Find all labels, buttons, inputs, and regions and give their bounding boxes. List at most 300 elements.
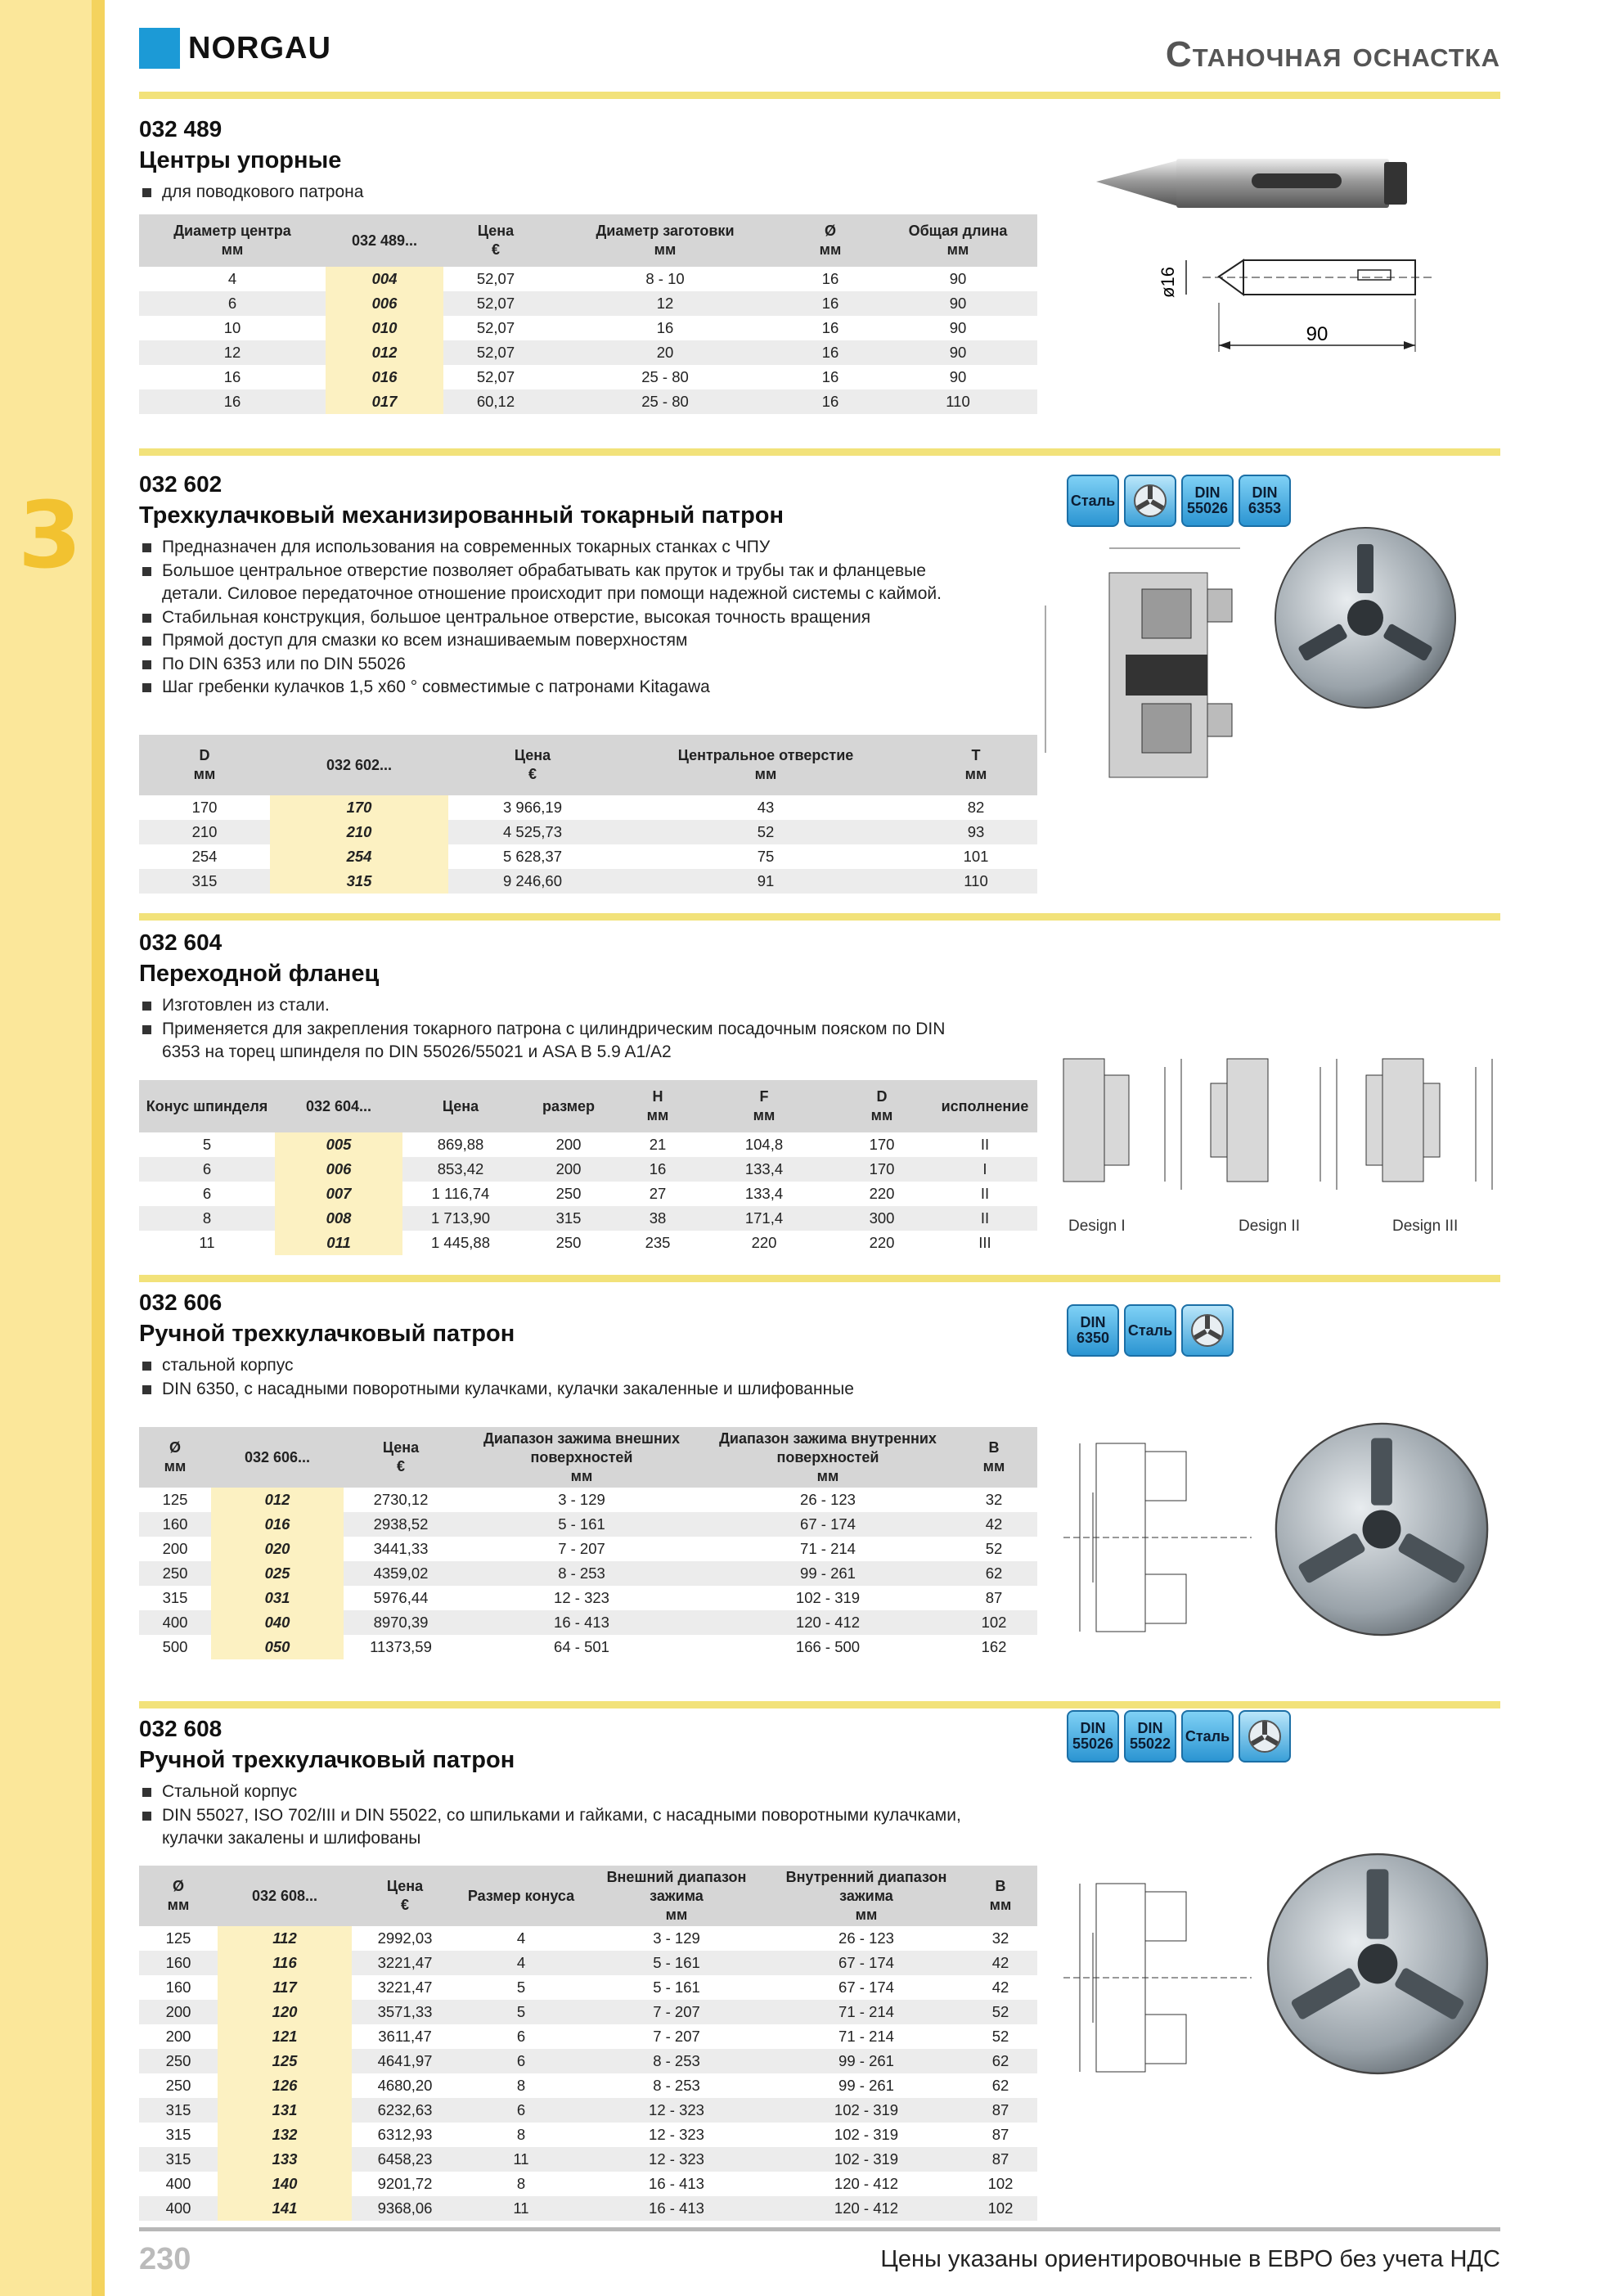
table-cell: 102 - 319 xyxy=(769,2147,964,2172)
article-code-cell: 140 xyxy=(218,2172,352,2196)
column-header xyxy=(218,1866,352,1926)
section-title: Трехкулачковый механизированный токарный патрон xyxy=(139,502,785,529)
column-header xyxy=(879,214,1037,267)
table-cell: 102 xyxy=(951,1610,1037,1635)
table-cell: 62 xyxy=(964,2049,1037,2073)
standard-badge: Сталь xyxy=(1067,475,1119,527)
three-jaw-chuck-icon xyxy=(1239,1710,1291,1763)
section-032608 xyxy=(139,1716,1500,1851)
table-row xyxy=(139,1586,1037,1610)
spec-table-032489 xyxy=(139,214,1037,414)
article-code-cell: 006 xyxy=(326,291,443,316)
table-cell: 10 xyxy=(223,319,241,336)
table-cell: 43 xyxy=(757,799,775,816)
table-row xyxy=(139,1926,1037,1951)
table-cell: 250 xyxy=(555,1185,582,1202)
standard-badge: DIN 55022 xyxy=(1124,1710,1176,1763)
article-code-cell: 016 xyxy=(326,365,443,389)
article-code-cell: 315 xyxy=(270,869,448,894)
chuck-section-drawing xyxy=(1044,540,1257,786)
table-row xyxy=(139,365,1037,389)
table-row xyxy=(139,820,1037,844)
spec-table-032604 xyxy=(139,1080,1037,1255)
table-cell: 62 xyxy=(951,1561,1037,1586)
column-header-label: Ø xyxy=(824,223,836,239)
table-cell: 200 xyxy=(519,1157,618,1182)
table-cell: 67 - 174 xyxy=(705,1512,951,1537)
bullet-item: Стабильная конструкция, большое центральное отверстие, высокая точность вращения xyxy=(139,606,973,630)
column-header-label: 032 604... xyxy=(305,1097,372,1114)
standard-badge: DIN 6350 xyxy=(1067,1304,1119,1357)
column-header xyxy=(915,735,1037,795)
table-row xyxy=(139,1537,1037,1561)
article-code-cell: 010 xyxy=(326,316,443,340)
section-code: 032 602 xyxy=(139,471,223,497)
article-code-cell: 132 xyxy=(218,2123,352,2147)
table-cell: 7 - 207 xyxy=(558,1540,605,1557)
table-cell: 3221,47 xyxy=(352,1951,458,1975)
table-cell: 27 xyxy=(649,1185,667,1202)
table-cell: 8 - 10 xyxy=(645,270,685,287)
column-header-label: D xyxy=(199,747,210,763)
column-header-label: D xyxy=(876,1088,888,1105)
article-code-cell: 254 xyxy=(270,844,448,869)
table-cell: 16 xyxy=(821,319,839,336)
table-row xyxy=(139,1975,1037,2000)
table-cell: 171,4 xyxy=(697,1206,831,1231)
table-row xyxy=(139,2147,1037,2172)
column-header xyxy=(617,735,915,795)
table-cell: 5 xyxy=(458,2000,584,2024)
table-cell: 12 xyxy=(548,291,782,316)
table-header-row xyxy=(139,214,1037,267)
table-row xyxy=(139,2073,1037,2098)
column-header-label: Конус шпинделя xyxy=(146,1097,268,1114)
column-header-label: F xyxy=(759,1088,769,1105)
table-cell: 4 525,73 xyxy=(448,820,617,844)
table-cell: 4680,20 xyxy=(377,2077,433,2094)
table-cell: 90 xyxy=(949,368,967,385)
logo-square-icon xyxy=(139,28,180,69)
article-code-cell: 131 xyxy=(218,2098,352,2123)
column-header-unit: мм xyxy=(816,1467,839,1484)
table-header-row xyxy=(139,1427,1037,1488)
table-row xyxy=(139,316,1037,340)
standard-badge: DIN 6353 xyxy=(1239,475,1291,527)
table-cell: 4 xyxy=(458,1951,584,1975)
table-cell: 8 xyxy=(139,1206,275,1231)
chuck-side-drawing xyxy=(1063,1867,1260,2088)
column-header-unit: мм xyxy=(946,241,969,258)
section-code: 032 608 xyxy=(139,1716,223,1741)
table-cell: 71 - 214 xyxy=(769,2000,964,2024)
article-code-cell: 012 xyxy=(211,1488,344,1512)
table-cell: 300 xyxy=(831,1206,933,1231)
dim-length-label: 90 xyxy=(1306,323,1329,345)
section-title: Центры упорные xyxy=(139,147,342,173)
column-header xyxy=(275,1080,402,1132)
table-cell: 12 - 323 xyxy=(554,1589,609,1606)
column-header-label: Диаметр центра xyxy=(173,223,291,239)
article-code-cell: 004 xyxy=(326,267,443,291)
table-cell: 200 xyxy=(162,1540,188,1557)
column-header-label: Внутренний диапазон зажима xyxy=(785,1868,947,1904)
column-header-unit: мм xyxy=(570,1467,593,1484)
column-header-label: H xyxy=(652,1088,663,1105)
table-cell: 315 xyxy=(162,1589,188,1606)
bullet-list xyxy=(139,536,973,700)
center-drawing xyxy=(1088,139,1464,368)
table-cell: 5 xyxy=(202,1136,212,1153)
table-cell: 8970,39 xyxy=(344,1610,458,1635)
table-row xyxy=(139,2024,1037,2049)
table-cell: 71 - 214 xyxy=(800,1540,856,1557)
table-cell: 75 xyxy=(757,848,775,865)
column-header-unit: мм xyxy=(754,766,777,782)
article-code-cell: 121 xyxy=(218,2024,352,2049)
bullet-list xyxy=(139,1354,973,1401)
table-cell: 11 xyxy=(458,2147,584,2172)
column-header xyxy=(352,1866,458,1926)
standard-badge: Сталь xyxy=(1181,1710,1234,1763)
section-032606 xyxy=(139,1290,1500,1401)
table-cell: 16 xyxy=(821,270,839,287)
column-header-unit: мм xyxy=(654,241,677,258)
column-header xyxy=(458,1427,705,1488)
footer-note: Цены указаны ориентировочные в ЕВРО без учета НДС xyxy=(880,2246,1500,2272)
column-header-unit: мм xyxy=(665,1906,688,1923)
table-cell: 5 - 161 xyxy=(584,1951,769,1975)
bullet-item: DIN 6350, с насадными поворотными кулачками, кулачки закаленные и шлифованные xyxy=(139,1378,973,1402)
table-cell: 16 xyxy=(782,291,879,316)
table-cell: 869,88 xyxy=(437,1136,484,1153)
bullet-item: Применяется для закрепления токарного патрона с цилиндрическим посадочным пояском по DIN 6353 на торец шпинделя по DIN 55026/55021 и ASA B 5.9 A1/A2 xyxy=(139,1018,973,1065)
column-header xyxy=(964,1866,1037,1926)
table-cell: 87 xyxy=(991,2126,1009,2143)
spec-table-032602 xyxy=(139,735,1037,894)
table-cell: 250 xyxy=(165,2077,191,2094)
table-cell: 5 628,37 xyxy=(502,848,562,865)
table-cell: 20 xyxy=(548,340,782,365)
bullet-list xyxy=(139,994,973,1065)
divider xyxy=(139,1275,1500,1282)
table-cell: 3611,47 xyxy=(378,2028,432,2045)
badge-group xyxy=(1067,1710,1291,1763)
bullet-item: Стальной корпус xyxy=(139,1781,1006,1804)
table-cell: 52 xyxy=(985,1540,1003,1557)
table-cell: 60,12 xyxy=(443,389,548,414)
article-code-cell: 011 xyxy=(275,1231,402,1255)
table-cell: 12 - 323 xyxy=(649,2126,704,2143)
article-code-cell: 126 xyxy=(218,2073,352,2098)
chuck-side-drawing xyxy=(1063,1427,1260,1648)
column-header xyxy=(782,214,879,267)
column-header-label: Диапазон зажима внутренних поверхностей xyxy=(719,1429,937,1465)
column-header xyxy=(139,1866,218,1926)
table-cell: 82 xyxy=(967,799,985,816)
table-cell: 11 xyxy=(458,2196,584,2221)
table-cell: 16 - 413 xyxy=(458,1610,705,1635)
column-header-label: 032 608... xyxy=(251,1887,318,1904)
table-cell: 62 xyxy=(991,2077,1009,2094)
table-cell: 3571,33 xyxy=(352,2000,458,2024)
table-cell: 25 - 80 xyxy=(641,368,689,385)
table-cell: 1 713,90 xyxy=(402,1206,519,1231)
table-cell: 102 - 319 xyxy=(834,2126,899,2143)
table-row xyxy=(139,1182,1037,1206)
table-cell: 90 xyxy=(879,340,1037,365)
article-code-cell: 007 xyxy=(275,1182,402,1206)
table-row xyxy=(139,1610,1037,1635)
article-code-cell: 125 xyxy=(218,2049,352,2073)
article-code-cell: 025 xyxy=(211,1561,344,1586)
column-header-label: Диаметр заготовки xyxy=(596,223,735,239)
table-cell: 16 xyxy=(821,368,839,385)
table-cell: 9368,06 xyxy=(352,2196,458,2221)
table-cell: 160 xyxy=(139,1951,218,1975)
column-header-unit: € xyxy=(400,1897,409,1913)
table-cell: 26 - 123 xyxy=(838,1929,894,1947)
column-header xyxy=(705,1427,951,1488)
table-cell: 315 xyxy=(139,2147,218,2172)
article-code-cell: 020 xyxy=(211,1537,344,1561)
table-cell: 4641,97 xyxy=(352,2049,458,2073)
table-cell: 8 - 253 xyxy=(653,2077,700,2094)
divider xyxy=(139,92,1500,99)
table-cell: 26 - 123 xyxy=(800,1491,856,1508)
table-cell: 71 - 214 xyxy=(838,2028,894,2045)
table-row xyxy=(139,1206,1037,1231)
article-code-cell: 006 xyxy=(275,1157,402,1182)
table-row xyxy=(139,2172,1037,2196)
table-cell: 16 - 413 xyxy=(649,2175,704,2192)
column-header xyxy=(448,735,617,795)
column-header-label: 032 602... xyxy=(326,756,393,773)
table-cell: 120 - 412 xyxy=(705,1610,951,1635)
table-cell: 210 xyxy=(139,820,270,844)
table-cell: 170 xyxy=(191,799,218,816)
flange-designs-drawing xyxy=(1050,1051,1508,1247)
column-header xyxy=(326,214,443,267)
column-header-unit: мм xyxy=(164,1458,187,1474)
column-header xyxy=(402,1080,519,1132)
table-cell: 42 xyxy=(964,1951,1037,1975)
bullet-item: Шаг гребенки кулачков 1,5 x60 ° совместимые с патронами Kitagawa xyxy=(139,676,973,700)
table-cell: 16 xyxy=(223,368,241,385)
table-cell: 99 - 261 xyxy=(838,2077,894,2094)
table-cell: 32 xyxy=(985,1491,1003,1508)
table-cell: 99 - 261 xyxy=(769,2049,964,2073)
column-header xyxy=(769,1866,964,1926)
table-cell: 125 xyxy=(165,1929,191,1947)
article-code-cell: 012 xyxy=(326,340,443,365)
table-cell: 12 - 323 xyxy=(584,2147,769,2172)
column-header-unit: мм xyxy=(646,1107,669,1123)
table-cell: 16 xyxy=(782,340,879,365)
table-cell: 42 xyxy=(991,1979,1009,1996)
table-cell: 12 xyxy=(139,340,326,365)
table-cell: 110 xyxy=(879,389,1037,414)
bullet-item: По DIN 6353 или по DIN 55026 xyxy=(139,653,973,677)
table-cell: 52,07 xyxy=(476,319,515,336)
article-code-cell: 133 xyxy=(218,2147,352,2172)
section-code: 032 604 xyxy=(139,930,223,955)
table-row xyxy=(139,1635,1037,1659)
table-cell: 9201,72 xyxy=(377,2175,433,2192)
column-header xyxy=(951,1427,1037,1488)
table-cell: 162 xyxy=(981,1638,1007,1655)
badge-group xyxy=(1067,1304,1234,1357)
article-code-cell: 141 xyxy=(218,2196,352,2221)
table-cell: 32 xyxy=(991,1929,1009,1947)
table-cell: 52,07 xyxy=(476,270,515,287)
table-cell: 99 - 261 xyxy=(705,1561,951,1586)
table-row xyxy=(139,1951,1037,1975)
table-cell: 25 - 80 xyxy=(548,389,782,414)
table-cell: 160 xyxy=(139,1512,211,1537)
table-cell: 52 xyxy=(991,2028,1009,2045)
chuck-photo-image xyxy=(1271,1419,1492,1640)
table-cell: 220 xyxy=(869,1185,895,1202)
chuck-photo-image xyxy=(1271,524,1459,712)
table-cell: II xyxy=(933,1206,1037,1231)
column-header-unit: мм xyxy=(982,1458,1005,1474)
table-cell: 102 - 319 xyxy=(795,1589,861,1606)
divider xyxy=(139,1701,1500,1708)
table-cell: 6 xyxy=(202,1185,212,1202)
column-header-label: Ø xyxy=(172,1878,184,1894)
column-header-unit: € xyxy=(396,1458,405,1474)
table-cell: 133,4 xyxy=(744,1185,784,1202)
table-cell: 7 - 207 xyxy=(653,2028,700,2045)
table-cell: 52,07 xyxy=(443,340,548,365)
table-row xyxy=(139,2000,1037,2024)
bullet-item: стальной корпус xyxy=(139,1354,973,1378)
column-header-unit: мм xyxy=(167,1897,190,1913)
table-cell: 87 xyxy=(964,2098,1037,2123)
table-row xyxy=(139,1132,1037,1157)
column-header-unit: мм xyxy=(221,241,244,258)
table-cell: 102 xyxy=(964,2196,1037,2221)
table-cell: 3 - 129 xyxy=(653,1929,700,1947)
bullet-list xyxy=(139,1781,1006,1851)
table-row xyxy=(139,267,1037,291)
table-cell: 8 - 253 xyxy=(584,2049,769,2073)
table-row xyxy=(139,1512,1037,1537)
column-header-label: размер xyxy=(542,1097,596,1114)
design-label: Design I xyxy=(1068,1218,1126,1235)
column-header xyxy=(458,1866,584,1926)
table-row xyxy=(139,1561,1037,1586)
table-cell: 64 - 501 xyxy=(554,1638,609,1655)
bullet-item: DIN 55027, ISO 702/III и DIN 55022, со шпильками и гайками, с насадными поворотными кулачками, кулачки закалены и шлифованы xyxy=(139,1804,1006,1851)
table-cell: 16 xyxy=(656,319,674,336)
column-header xyxy=(933,1080,1037,1132)
column-header xyxy=(584,1866,769,1926)
table-row xyxy=(139,869,1037,894)
column-header xyxy=(139,1080,275,1132)
table-cell: 102 xyxy=(987,2175,1014,2192)
divider xyxy=(139,913,1500,921)
table-cell: 6312,93 xyxy=(377,2126,433,2143)
table-cell: 120 - 412 xyxy=(834,2175,899,2192)
article-code-cell: 008 xyxy=(275,1206,402,1231)
column-header-unit: мм xyxy=(193,766,216,782)
column-header-label: Диапазон зажима внешних поверхностей xyxy=(483,1429,680,1465)
table-cell: 400 xyxy=(139,2196,218,2221)
table-cell: 42 xyxy=(951,1512,1037,1537)
dim-diameter-label: ø16 xyxy=(1158,267,1178,298)
article-code-cell: 116 xyxy=(218,1951,352,1975)
table-row xyxy=(139,1488,1037,1512)
table-cell: 38 xyxy=(618,1206,697,1231)
table-header-row xyxy=(139,1866,1037,1926)
table-cell: 315 xyxy=(519,1206,618,1231)
table-row xyxy=(139,1231,1037,1255)
table-cell: 853,42 xyxy=(402,1157,519,1182)
table-cell: 200 xyxy=(165,2028,191,2045)
logo-text: NORGAU xyxy=(188,30,331,65)
chuck-photo-image xyxy=(1263,1849,1492,2078)
table-row xyxy=(139,291,1037,316)
standard-badge: Сталь xyxy=(1124,1304,1176,1357)
table-cell: 4 xyxy=(227,270,237,287)
table-cell: 52 xyxy=(964,2000,1037,2024)
table-cell: I xyxy=(933,1157,1037,1182)
table-cell: 250 xyxy=(555,1234,582,1251)
table-cell: 6458,23 xyxy=(352,2147,458,2172)
table-row xyxy=(139,844,1037,869)
section-032604 xyxy=(139,930,1500,1065)
article-code-cell: 210 xyxy=(270,820,448,844)
table-cell: 2938,52 xyxy=(344,1512,458,1537)
table-cell: 200 xyxy=(139,2000,218,2024)
table-cell: 400 xyxy=(165,2175,191,2192)
table-cell: 8 - 253 xyxy=(458,1561,705,1586)
column-header-label: исполнение xyxy=(941,1097,1029,1114)
table-cell: 3 - 129 xyxy=(558,1491,605,1508)
column-header xyxy=(618,1080,697,1132)
table-cell: 90 xyxy=(949,319,967,336)
column-header-unit: € xyxy=(528,766,537,782)
column-header-label: 032 489... xyxy=(351,232,418,249)
divider xyxy=(139,448,1500,456)
table-cell: 166 - 500 xyxy=(795,1638,861,1655)
table-cell: 2730,12 xyxy=(373,1491,429,1508)
table-header-row xyxy=(139,735,1037,795)
table-cell: 3 966,19 xyxy=(502,799,562,816)
table-cell: 90 xyxy=(879,291,1037,316)
table-cell: 170 xyxy=(831,1157,933,1182)
badge-group xyxy=(1067,475,1291,527)
table-cell: 160 xyxy=(165,1979,191,1996)
table-cell: 220 xyxy=(751,1234,777,1251)
three-jaw-chuck-icon xyxy=(1181,1304,1234,1357)
table-cell: 101 xyxy=(963,848,989,865)
design-label: Design II xyxy=(1239,1218,1300,1235)
table-row xyxy=(139,340,1037,365)
column-header xyxy=(831,1080,933,1132)
table-cell: II xyxy=(980,1185,990,1202)
table-cell: 16 xyxy=(139,389,326,414)
column-header xyxy=(270,735,448,795)
table-cell: 16 - 413 xyxy=(584,2196,769,2221)
table-cell: 220 xyxy=(869,1234,895,1251)
table-cell: 250 xyxy=(139,1561,211,1586)
table-cell: 170 xyxy=(869,1136,895,1153)
table-cell: 3441,33 xyxy=(373,1540,429,1557)
table-cell: 16 xyxy=(618,1157,697,1182)
